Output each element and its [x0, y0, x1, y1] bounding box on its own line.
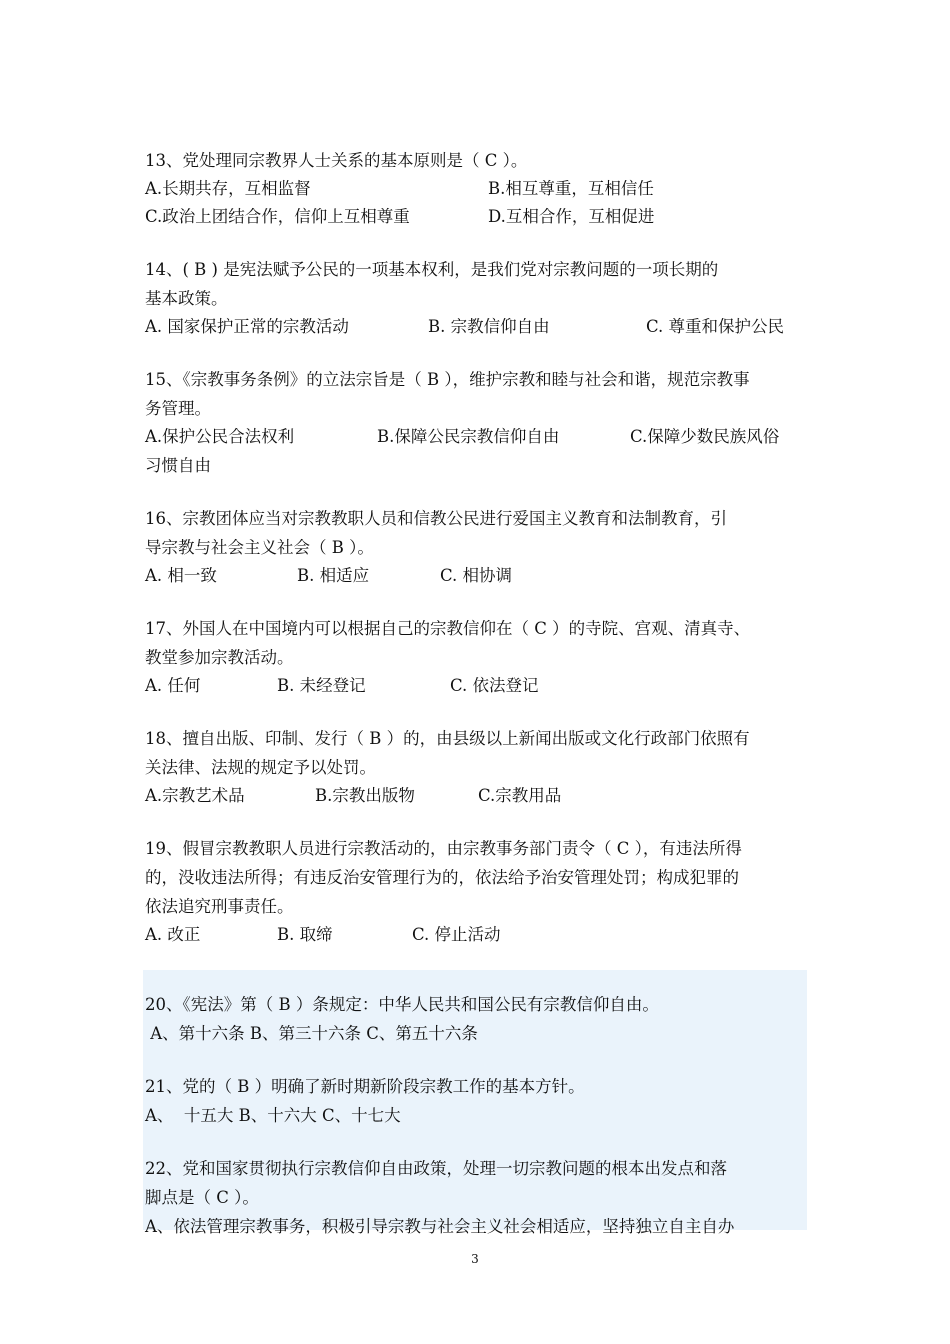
option-c: C. 停止活动	[412, 925, 501, 944]
question-stem: 16、宗教团体应当对宗教教职人员和信教公民进行爱国主义教育和法制教育，引	[145, 509, 727, 528]
option-c: C. 尊重和保护公民	[646, 317, 785, 336]
question-14	[145, 255, 807, 341]
option-row	[145, 672, 807, 700]
question-stem-cont: 导宗教与社会主义社会（ B ）。	[145, 538, 374, 557]
option-c: C.保障少数民族风俗	[630, 427, 780, 446]
option-row	[145, 203, 807, 231]
option-c: C. 依法登记	[450, 676, 539, 695]
option-c-cont: 习惯自由	[145, 456, 211, 475]
question-18	[145, 724, 807, 810]
option-row	[145, 175, 807, 203]
option-a: A. 国家保护正常的宗教活动	[145, 317, 349, 336]
question-20	[145, 990, 807, 1048]
option-row	[145, 562, 807, 590]
question-13	[145, 146, 807, 231]
option-row	[145, 423, 807, 451]
option-a: A. 相一致	[145, 566, 217, 585]
option-a: A.长期共存，互相监督	[145, 179, 311, 198]
question-15	[145, 365, 807, 480]
option-row	[145, 313, 807, 341]
option-c: C.宗教用品	[478, 786, 562, 805]
question-stem-cont: 的，没收违法所得；有违反治安管理行为的，依法给予治安管理处罚；构成犯罪的	[145, 868, 739, 887]
question-stem-cont: 脚点是（ C ）。	[145, 1188, 259, 1207]
question-stem: 20、《宪法》第（ B ）条规定：中华人民共和国公民有宗教信仰自由。	[145, 995, 659, 1014]
option-a: A. 改正	[145, 925, 201, 944]
question-stem: 15、《宗教事务条例》的立法宗旨是（ B ），维护宗教和睦与社会和谐，规范宗教事	[145, 370, 750, 389]
question-stem-cont: 务管理。	[145, 399, 211, 418]
option-row	[145, 782, 807, 810]
option-b: B.保障公民宗教信仰自由	[377, 427, 560, 446]
options-line: A、第十六条 B、第三十六条 C、第五十六条	[145, 1024, 478, 1043]
question-stem: 14、( B ) 是宪法赋予公民的一项基本权利，是我们党对宗教问题的一项长期的	[145, 260, 719, 279]
question-stem: 19、假冒宗教教职人员进行宗教活动的，由宗教事务部门责令（ C ），有违法所得	[145, 839, 742, 858]
option-a: A.保护公民合法权利	[145, 427, 295, 446]
question-17	[145, 614, 807, 700]
option-b: B.宗教出版物	[315, 786, 415, 805]
option-c: C.政治上团结合作，信仰上互相尊重	[145, 207, 410, 226]
option-a: A.宗教艺术品	[145, 786, 245, 805]
question-stem-cont: 关法律、法规的规定予以处罚。	[145, 758, 376, 777]
question-list	[145, 146, 807, 973]
option-b: B. 未经登记	[277, 676, 366, 695]
option-b: B.相互尊重，互相信任	[488, 179, 654, 198]
page-number: 3	[471, 1252, 479, 1266]
options-line: A、依法管理宗教事务，积极引导宗教与社会主义社会相适应，坚持独立自主自办	[145, 1217, 735, 1236]
question-stem-cont: 教堂参加宗教活动。	[145, 648, 294, 667]
question-19	[145, 834, 807, 949]
option-b: B. 相适应	[297, 566, 370, 585]
question-stem: 22、党和国家贯彻执行宗教信仰自由政策，处理一切宗教问题的根本出发点和落	[145, 1159, 727, 1178]
question-stem: 17、外国人在中国境内可以根据自己的宗教信仰在（ C ）的寺院、宫观、清真寺、	[145, 619, 751, 638]
option-c: C. 相协调	[440, 566, 513, 585]
question-stem-cont: 依法追究刑事责任。	[145, 897, 294, 916]
question-22	[145, 1154, 807, 1241]
question-21	[145, 1072, 807, 1130]
question-16	[145, 504, 807, 590]
question-stem: 13、党处理同宗教界人士关系的基本原则是（ C ）。	[145, 151, 528, 170]
option-a: A. 任何	[145, 676, 201, 695]
question-stem: 21、党的（ B ）明确了新时期新阶段宗教工作的基本方针。	[145, 1077, 585, 1096]
option-d: D.互相合作，互相促进	[488, 207, 655, 226]
shaded-question-list	[145, 990, 807, 1241]
option-b: B. 取缔	[277, 925, 333, 944]
question-stem: 18、擅自出版、印制、发行（ B ）的，由县级以上新闻出版或文化行政部门依照有	[145, 729, 750, 748]
question-stem-cont: 基本政策。	[145, 289, 228, 308]
option-row	[145, 921, 807, 949]
option-b: B. 宗教信仰自由	[428, 317, 550, 336]
options-line: A、 十五大 B、十六大 C、十七大	[145, 1106, 401, 1125]
